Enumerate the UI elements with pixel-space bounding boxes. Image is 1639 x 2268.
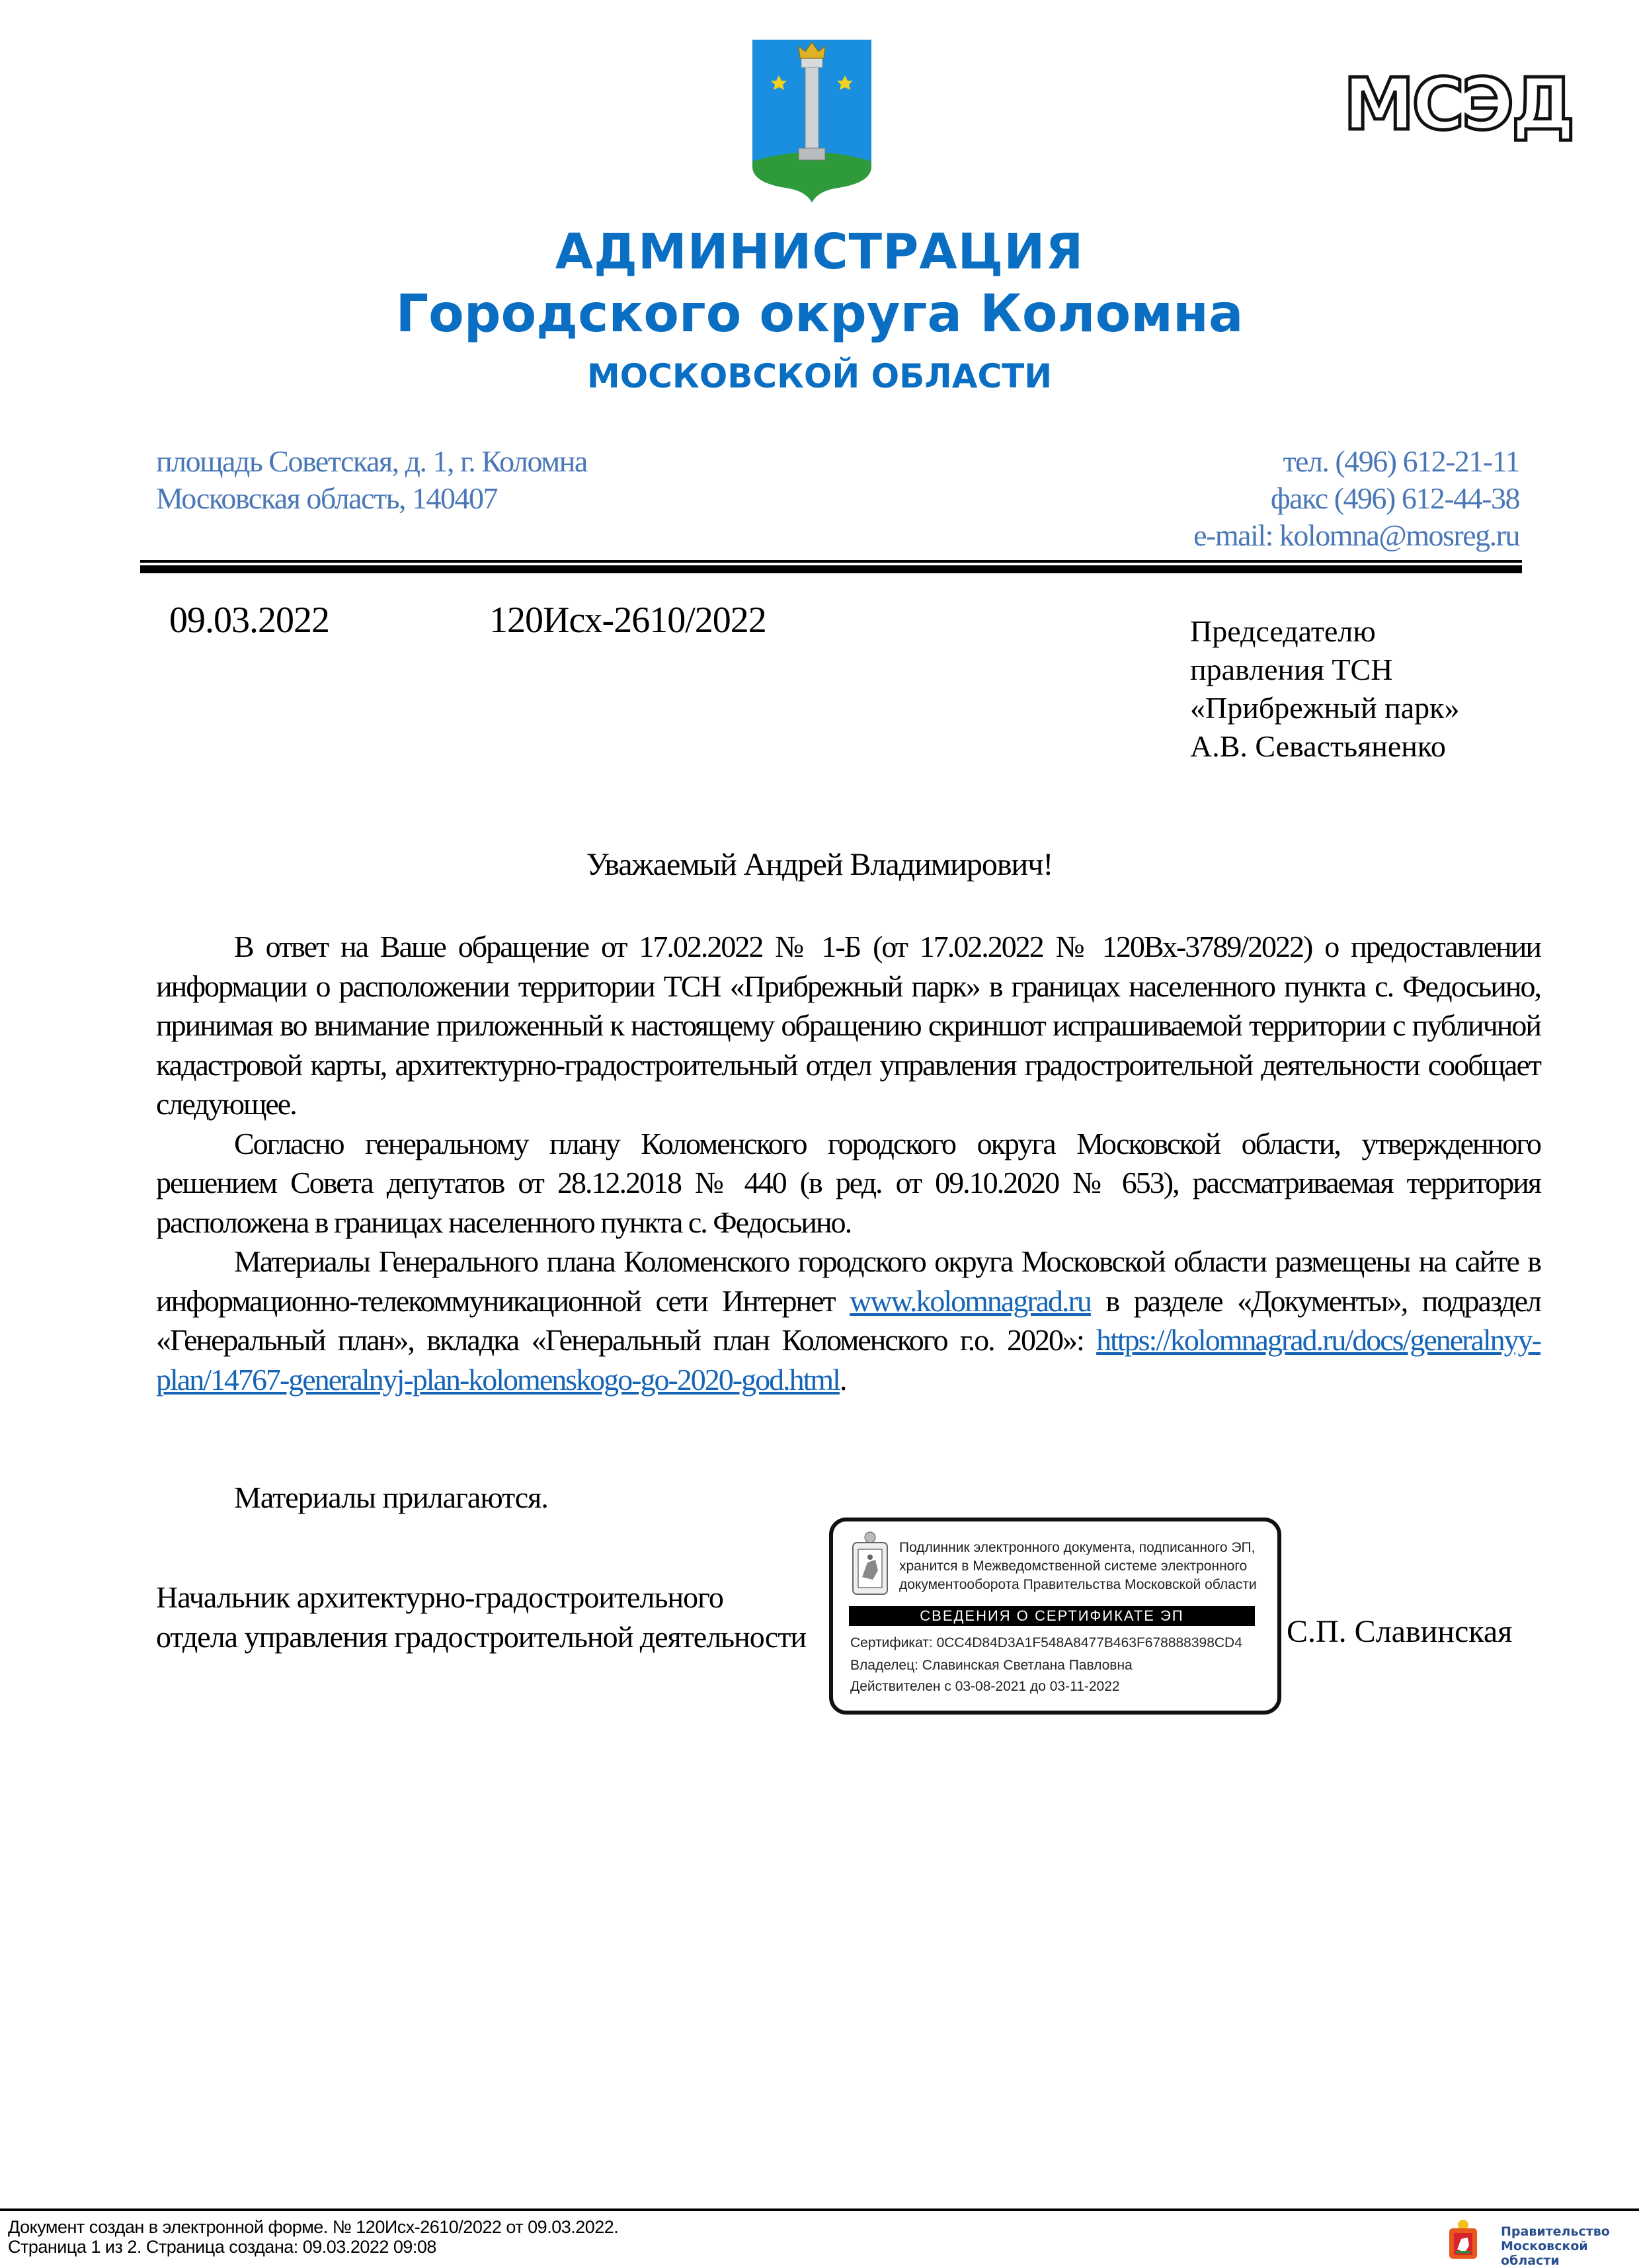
footer-line: Страница 1 из 2. Страница создана: 09.03.2022 09:08 <box>8 2237 436 2257</box>
attachments-note: Материалы прилагаются. <box>234 1480 548 1514</box>
government-name <box>1501 2224 1639 2268</box>
signer-position <box>156 1578 806 1657</box>
salutation: Уважаемый Андрей Владимирович! <box>586 847 1053 882</box>
letter-body <box>156 927 1540 1399</box>
government-name-line: Правительство <box>1501 2224 1610 2239</box>
paragraph <box>156 1242 1540 1399</box>
paragraph: В ответ на Ваше обращение от 17.02.2022 № 1-Б (от 17.02.2022 № 120Вх-3789/2022) о предоставлении информации о расположении территории ТСН «Прибрежный парк» в границах населенного пункта с. Федосьино, принимая во внимание приложенный к настоящему обращению скриншот испрашиваемой территории с публичной кадастровой карты, архитектурно-градостроительный отдел управления градостроительной деятельности сообщает следующее. <box>156 930 1540 1121</box>
paragraph-text: . <box>839 1362 846 1397</box>
paragraph-text: в разделе «Документы», подраздел «Генеральный план», вкладка «Генеральный план Коломенского г.о. 2020»: <box>156 1283 1540 1357</box>
website-link[interactable]: www.kolomnagrad.ru <box>850 1283 1091 1318</box>
msed-logo <box>1342 63 1573 146</box>
recipient-line: «Прибрежный парк» <box>1190 691 1460 725</box>
stamp-header-line: документооборота Правительства Московской области <box>899 1577 1257 1592</box>
paragraph: Согласно генеральному плану Коломенского городского округа Московской области, утвержденного решением Совета депутатов от 28.12.2018 № 440 (в ред. от 09.10.2020 № 653), рассматриваемая территория расположена в границах населенного пункта с. Федосьино. <box>156 1126 1540 1239</box>
fax: факс (496) 612-44-38 <box>1270 481 1519 515</box>
certificate-owner: Владелец: Славинская Светлана Павловна <box>850 1658 1133 1673</box>
stamp-header <box>899 1539 1257 1594</box>
footer-divider <box>0 2208 1639 2211</box>
recipient-block <box>1190 612 1459 766</box>
recipient-line: правления ТСН <box>1190 653 1393 686</box>
document-date: 09.03.2022 <box>169 600 329 641</box>
document-number: 120Исх-2610/2022 <box>489 600 766 641</box>
moscow-region-emblem-icon <box>849 1531 891 1598</box>
signer-position-line: отдела управления градостроительной деятельности <box>156 1620 807 1654</box>
paragraph-text: Материалы Генерального плана Коломенского городского округа Московской области размещены на сайте в информационно-телекоммуникационной сети Интернет <box>156 1244 1540 1318</box>
certificate-number: Сертификат: 0CC4D84D3A1F548A8477B463F678888398CD4 <box>850 1635 1242 1650</box>
org-address <box>156 443 587 517</box>
msed-logo-text: МСЭД <box>1343 63 1573 146</box>
email: e-mail: kolomna@mosreg.ru <box>1193 518 1519 552</box>
kolomna-coat-of-arms-icon <box>746 24 878 202</box>
footer-line: Документ создан в электронной форме. № 120Исх-2610/2022 от 09.03.2022. <box>8 2217 619 2237</box>
header-divider-thick <box>140 565 1522 573</box>
org-title: АДМИНИСТРАЦИЯ <box>555 223 1084 280</box>
phone: тел. (496) 612-21-11 <box>1283 444 1519 478</box>
signer-name: С.П. Славинская <box>1287 1614 1513 1649</box>
org-contacts <box>1193 443 1519 554</box>
stamp-header-line: хранится в Межведомственной системе электронного <box>899 1559 1248 1574</box>
stamp-title-bar: СВЕДЕНИЯ О СЕРТИФИКАТЕ ЭП <box>849 1606 1255 1626</box>
moscow-region-government-emblem-icon <box>1448 2219 1478 2260</box>
org-region: МОСКОВСКОЙ ОБЛАСТИ <box>586 357 1053 395</box>
signer-position-line: Начальник архитектурно-градостроительного <box>156 1580 723 1614</box>
org-subtitle: Городского округа Коломна <box>395 284 1244 344</box>
government-name-line: Московской области <box>1501 2239 1588 2268</box>
header-divider-thin <box>140 560 1522 563</box>
e-signature-stamp <box>829 1518 1281 1715</box>
address-line: площадь Советская, д. 1, г. Коломна <box>156 444 587 478</box>
certificate-validity: Действителен с 03-08-2021 до 03-11-2022 <box>850 1679 1120 1694</box>
footer-info <box>8 2217 618 2257</box>
stamp-header-line: Подлинник электронного документа, подписанного ЭП, <box>899 1540 1256 1555</box>
recipient-line: Председателю <box>1190 614 1376 648</box>
general-plan-link[interactable]: https://kolomnagrad.ru/docs/generalnyy-plan/14767-generalnyj-plan-kolomenskogo-go-2020-god.html <box>156 1323 1540 1397</box>
recipient-line: А.В. Севастьяненко <box>1190 729 1446 763</box>
address-line: Московская область, 140407 <box>156 481 498 515</box>
